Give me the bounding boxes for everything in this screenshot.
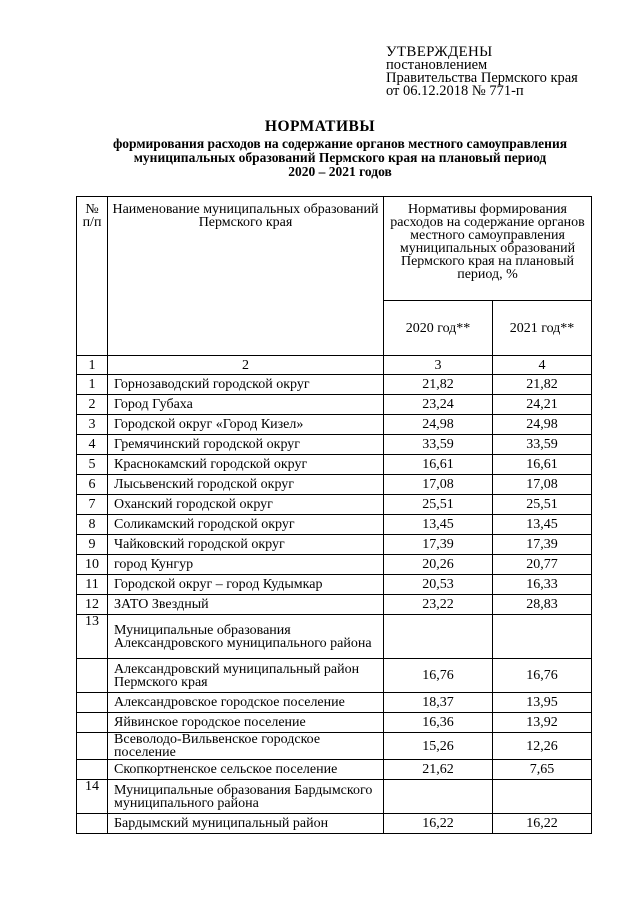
subtitle-line: 2020 – 2021 годов [288,164,392,179]
row-number [77,760,108,780]
row-value-2021: 24,21 [493,395,592,415]
row-name: Гремячинский городской округ [108,435,384,455]
row-value-2021 [493,615,592,659]
row-name: Всеволодо-Вильвенское городское поселение [108,733,384,760]
row-name: Город Губаха [108,395,384,415]
row-value-2020: 13,45 [384,515,493,535]
row-value-2020: 16,76 [384,659,493,693]
row-value-2021: 16,76 [493,659,592,693]
row-number [77,659,108,693]
row-value-2021: 16,61 [493,455,592,475]
approval-line: постановлением [386,57,488,73]
column-number-row [77,356,592,375]
row-value-2020: 25,51 [384,495,493,515]
row-value-2020: 17,39 [384,535,493,555]
row-number: 3 [77,415,108,435]
column-number-cell: 4 [493,356,592,375]
row-value-2020: 23,24 [384,395,493,415]
row-value-2021: 7,65 [493,760,592,780]
row-name: Яйвинское городское поселение [108,713,384,733]
row-number: 8 [77,515,108,535]
row-number: 1 [77,375,108,395]
table-row [77,395,592,415]
row-number: 10 [77,555,108,575]
row-value-2020: 21,82 [384,375,493,395]
table-row [77,575,592,595]
table-row [77,435,592,455]
row-value-2021: 17,08 [493,475,592,495]
row-name: Бардымский муниципальный район [108,814,384,834]
row-name: Краснокамский городской округ [108,455,384,475]
row-name: Городской округ «Город Кизел» [108,415,384,435]
header-norms: Нормативы формирования расходов на содержание органов местного самоуправления муниципальных образований Пермского края на плановый период, % [384,197,592,301]
row-value-2020: 17,08 [384,475,493,495]
header-name: Наименование муниципальных образований Пермского края [108,197,384,356]
table-row [77,713,592,733]
row-value-2021: 13,45 [493,515,592,535]
row-number: 12 [77,595,108,615]
row-value-2021: 25,51 [493,495,592,515]
table-row [77,595,592,615]
row-value-2020: 16,36 [384,713,493,733]
row-number: 5 [77,455,108,475]
row-value-2020: 33,59 [384,435,493,455]
table-row [77,555,592,575]
approval-heading: УТВЕРЖДЕНЫ [386,44,493,60]
row-number: 6 [77,475,108,495]
column-number-cell: 2 [108,356,384,375]
approval-line: Правительства Пермского края [386,70,578,86]
row-number: 11 [77,575,108,595]
row-value-2020: 24,98 [384,415,493,435]
table-row [77,814,592,834]
row-value-2021: 21,82 [493,375,592,395]
approval-block [386,46,578,98]
row-name: Александровский муниципальный район Пермского края [108,659,384,693]
row-value-2020: 23,22 [384,595,493,615]
row-value-2021: 17,39 [493,535,592,555]
row-value-2020: 15,26 [384,733,493,760]
row-number [77,733,108,760]
row-number: 14 [77,780,108,814]
norms-table [76,196,592,834]
row-number: 9 [77,535,108,555]
row-name: ЗАТО Звездный [108,595,384,615]
table-row [77,760,592,780]
row-number: 2 [77,395,108,415]
table-row [77,615,592,659]
table-row [77,535,592,555]
subtitle-line: муниципальных образований Пермского края на плановый период [133,150,547,165]
row-value-2021: 24,98 [493,415,592,435]
table-row [77,515,592,535]
row-number: 7 [77,495,108,515]
row-value-2021 [493,780,592,814]
row-name: Скопкортненское сельское поселение [108,760,384,780]
row-name: Муниципальные образования Александровского муниципального района [108,615,384,659]
table-row [77,733,592,760]
row-value-2021: 13,95 [493,693,592,713]
row-number [77,713,108,733]
row-value-2020: 21,62 [384,760,493,780]
subtitle-line: формирования расходов на содержание органов местного самоуправления [112,136,568,151]
table-row [77,455,592,475]
row-value-2021: 12,26 [493,733,592,760]
row-value-2021: 13,92 [493,713,592,733]
row-value-2020 [384,615,493,659]
table-row [77,375,592,395]
header-year-2020: 2020 год** [384,301,493,356]
approval-date: от 06.12.2018 № 771-п [386,83,524,99]
table-row [77,659,592,693]
row-name: Соликамский городской округ [108,515,384,535]
row-value-2020: 20,53 [384,575,493,595]
row-name: Горнозаводский городской округ [108,375,384,395]
row-value-2020: 16,61 [384,455,493,475]
table-row [77,415,592,435]
row-name: Оханский городской округ [108,495,384,515]
row-name: город Кунгур [108,555,384,575]
header-year-2021: 2021 год** [493,301,592,356]
row-number [77,693,108,713]
row-value-2020: 18,37 [384,693,493,713]
row-value-2020: 20,26 [384,555,493,575]
table-body [77,375,592,834]
row-name: Лысьвенский городской округ [108,475,384,495]
document-title: НОРМАТИВЫ [264,118,376,135]
row-value-2021: 16,33 [493,575,592,595]
row-number: 4 [77,435,108,455]
table-row [77,780,592,814]
column-number-cell: 3 [384,356,493,375]
row-value-2021: 28,83 [493,595,592,615]
row-value-2020: 16,22 [384,814,493,834]
row-name: Чайковский городской округ [108,535,384,555]
row-name: Александровское городское поселение [108,693,384,713]
row-number: 13 [77,615,108,659]
row-value-2020 [384,780,493,814]
row-value-2021: 33,59 [493,435,592,455]
row-number [77,814,108,834]
column-number-cell: 1 [77,356,108,375]
table-row [77,495,592,515]
header-number: № п/п [77,197,108,356]
row-name: Городской округ – город Кудымкар [108,575,384,595]
table-row [77,475,592,495]
document-subtitle [60,137,620,179]
row-value-2021: 16,22 [493,814,592,834]
table-row [77,693,592,713]
row-name: Муниципальные образования Бардымского муниципального района [108,780,384,814]
row-value-2021: 20,77 [493,555,592,575]
